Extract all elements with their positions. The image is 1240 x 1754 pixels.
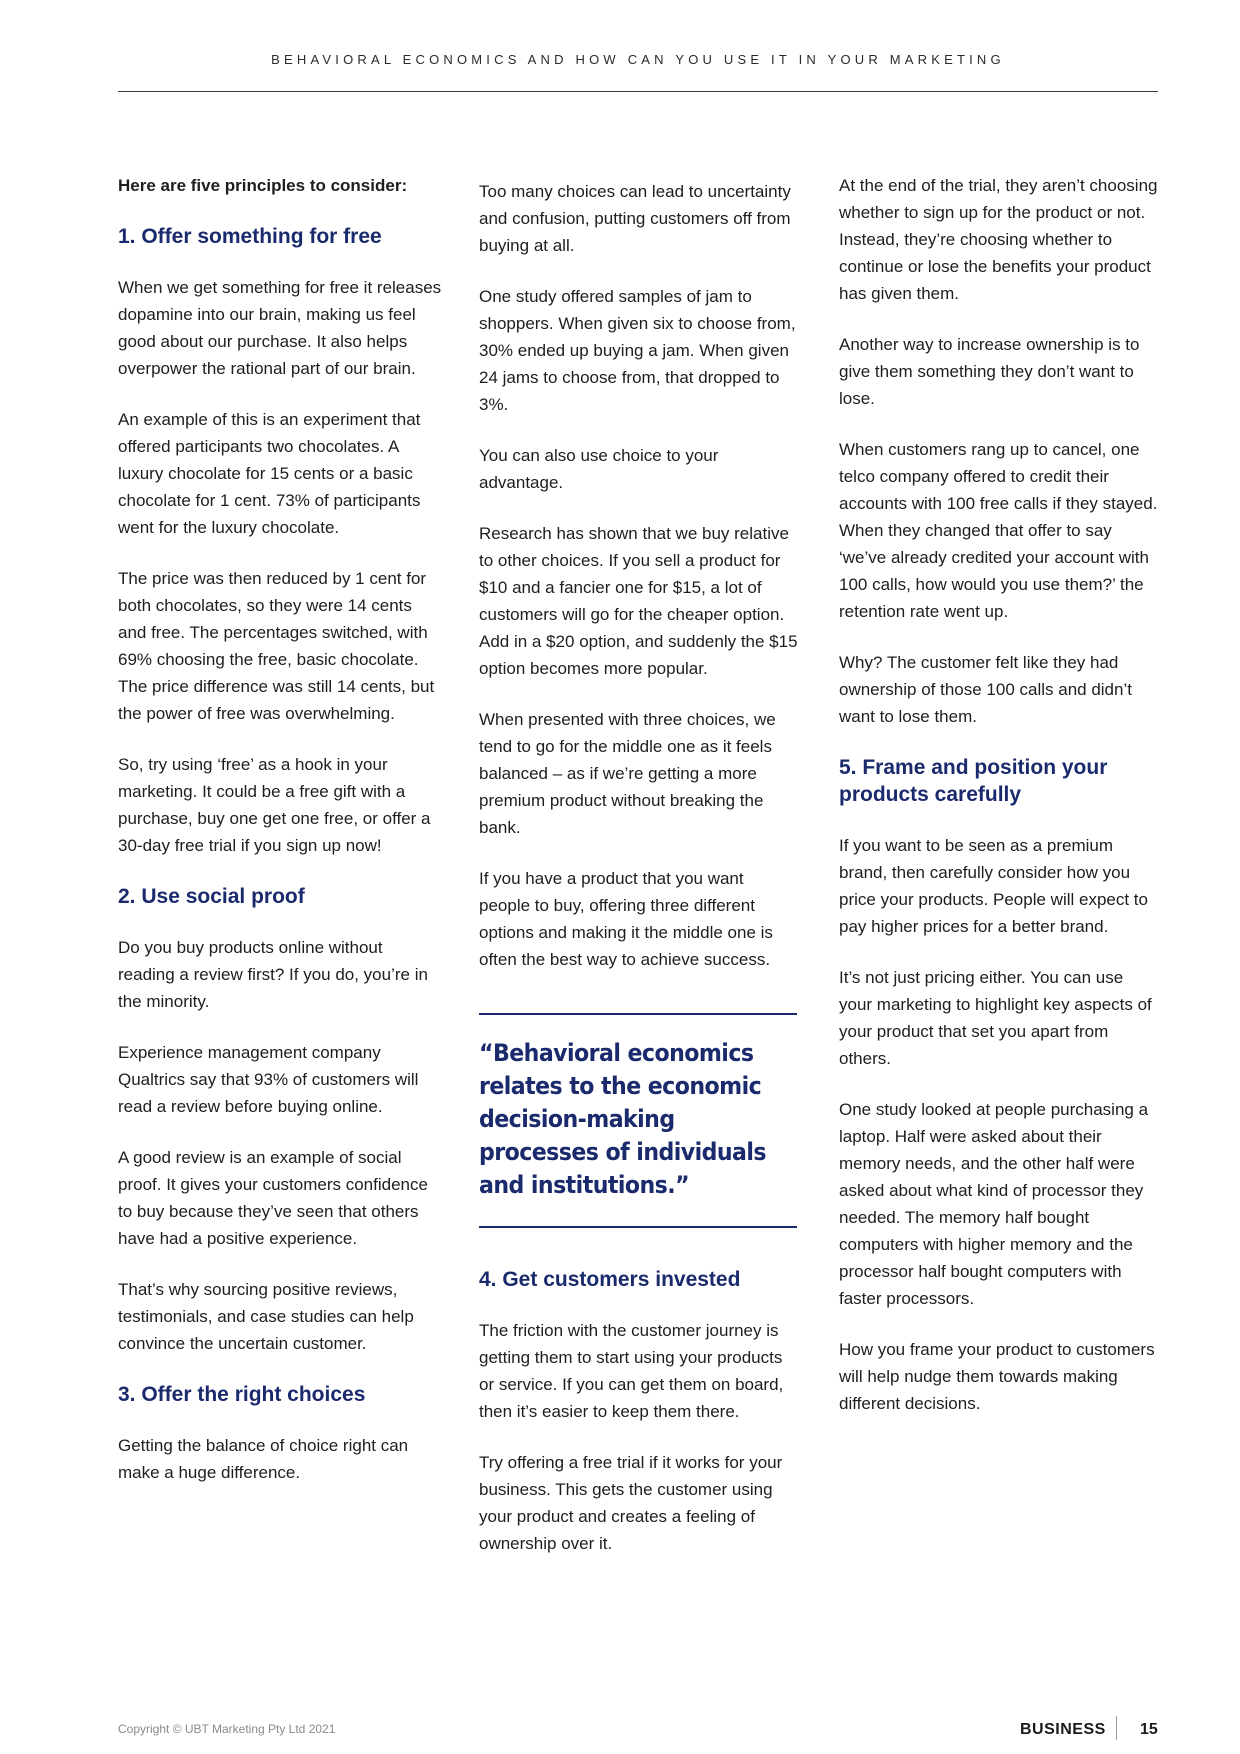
paragraph: Research has shown that we buy relative to other choices. If you sell a product for $10 and a fancier one for $15, a lot of customers will go for the cheaper option. Add in a $20 option, and suddenly the $15 option becomes more popular. — [479, 524, 798, 678]
section-heading-5: 5. Frame and position your products carefully — [839, 756, 1108, 806]
paragraph: Why? The customer felt like they had ownership of those 100 calls and didn’t want to lose them. — [839, 653, 1132, 726]
paragraph: At the end of the trial, they aren’t choosing whether to sign up for the product or not. Instead, they’re choosing whether to continue or lose the benefits your product has given them. — [839, 176, 1158, 303]
copyright-notice: Copyright © UBT Marketing Pty Ltd 2021 — [118, 1722, 336, 1736]
paragraph: When presented with three choices, we tend to go for the middle one as it feels balanced – as if we’re getting a more premium product without breaking the bank. — [479, 710, 776, 837]
paragraph: Too many choices can lead to uncertainty and confusion, putting customers off from buying at all. — [479, 182, 791, 255]
paragraph: One study looked at people purchasing a laptop. Half were asked about their memory needs, and the other half were asked about what kind of processor they needed. The memory half bought computers with higher memory and the processor half bought computers with faster processors. — [839, 1100, 1149, 1308]
section-heading-3: 3. Offer the right choices — [118, 1383, 366, 1406]
page-number: 15 — [1140, 1721, 1158, 1738]
paragraph: How you frame your product to customers will help nudge them towards making different decisions. — [839, 1340, 1155, 1413]
section-heading-1: 1. Offer something for free — [118, 225, 382, 248]
footer-divider — [1116, 1716, 1117, 1740]
section-heading-2: 2. Use social proof — [118, 885, 305, 908]
pull-quote-bottom-rule — [479, 1226, 797, 1228]
section-label: BUSINESS — [1020, 1721, 1106, 1738]
paragraph: The friction with the customer journey is getting them to start using your products or service. If you can get them on board, then it’s easier to keep them there. — [479, 1321, 784, 1421]
column-1 — [118, 172, 443, 1510]
paragraph: Try offering a free trial if it works for your business. This gets the customer using your product and creates a feeling of ownership over it. — [479, 1453, 783, 1553]
paragraph: An example of this is an experiment that offered participants two chocolates. A luxury chocolate for 15 cents or a basic chocolate for 1 cent. 73% of participants went for the luxury chocolate. — [118, 410, 421, 537]
paragraph: Do you buy products online without reading a review first? If you do, you’re in the minority. — [118, 938, 428, 1011]
paragraph: Another way to increase ownership is to give them something they don’t want to lose. — [839, 335, 1140, 408]
paragraph: A good review is an example of social proof. It gives your customers confidence to buy because they’ve seen that others have had a positive experience. — [118, 1148, 428, 1248]
header-divider — [118, 91, 1158, 92]
column-3 — [839, 172, 1159, 1441]
paragraph: Experience management company Qualtrics say that 93% of customers will read a review before buying online. — [118, 1043, 419, 1116]
paragraph: It’s not just pricing either. You can use your marketing to highlight key aspects of your product that set you apart from others. — [839, 968, 1152, 1068]
paragraph: One study offered samples of jam to shoppers. When given six to choose from, 30% ended up buying a jam. When given 24 jams to choose from, that dropped to 3%. — [479, 287, 796, 414]
paragraph: So, try using ‘free’ as a hook in your marketing. It could be a free gift with a purchase, buy one get one free, or offer a 30-day free trial if you sign up now! — [118, 755, 431, 855]
pull-quote: “Behavioral economics relates to the economic decision-making processes of individuals and institutions.” — [479, 1039, 766, 1199]
paragraph: When customers rang up to cancel, one telco company offered to credit their accounts with 100 free calls if they stayed. When they changed that offer to say ‘we’ve already credited your account with 100 calls, how would you use them?’ the retention rate went up. — [839, 440, 1158, 621]
paragraph: You can also use choice to your advantage. — [479, 446, 719, 492]
paragraph: If you have a product that you want people to buy, offering three different options and making it the middle one is often the best way to achieve success. — [479, 869, 773, 969]
intro-lead: Here are five principles to consider: — [118, 176, 408, 195]
paragraph: If you want to be seen as a premium brand, then carefully consider how you price your products. People will expect to pay higher prices for a better brand. — [839, 836, 1148, 936]
running-header: BEHAVIORAL ECONOMICS AND HOW CAN YOU USE IT IN YOUR MARKETING — [271, 52, 1005, 67]
paragraph: The price was then reduced by 1 cent for both chocolates, so they were 14 cents and free. The percentages switched, with 69% choosing the free, basic chocolate. The price difference was still 14 cents, but the power of free was overwhelming. — [118, 569, 435, 723]
paragraph: When we get something for free it releases dopamine into our brain, making us feel good about our purchase. It also helps overpower the rational part of our brain. — [118, 278, 442, 378]
column-2 — [479, 178, 799, 1581]
paragraph: Getting the balance of choice right can make a huge difference. — [118, 1436, 409, 1482]
pull-quote-top-rule — [479, 1013, 797, 1015]
paragraph: That’s why sourcing positive reviews, testimonials, and case studies can help convince the uncertain customer. — [118, 1280, 414, 1353]
section-heading-4: 4. Get customers invested — [479, 1268, 741, 1291]
